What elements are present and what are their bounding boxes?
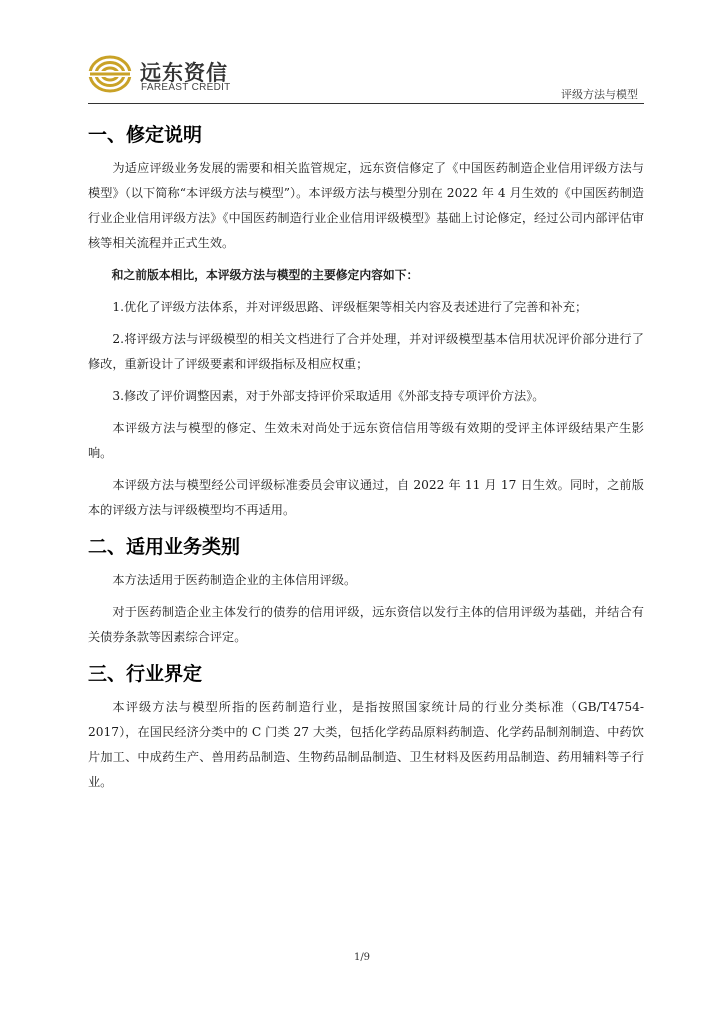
paragraph: 3.修改了评价调整因素，对于外部支持评价采取适用《外部支持专项评价方法》。 <box>112 389 545 403</box>
paragraph: 2.将评级方法与评级模型的相关文档进行了合并处理，并对评级模型基本信用状况评价部分进行了修改，重新设计了评级要素和评级指标及相应权重； <box>88 332 644 371</box>
page-number: 1/9 <box>353 952 371 963</box>
section-heading: 一、修定说明 <box>88 124 203 146</box>
fareast-logo-icon <box>88 54 132 94</box>
page-header <box>88 52 644 102</box>
brand-name-en: FAREAST CREDIT <box>141 82 231 93</box>
document-title: 评级方法与模型 <box>561 88 638 101</box>
paragraph: 本评级方法与模型经公司评级标准委员会审议通过，自 2022 年 11 月 17 日生效。同时，之前版本的评级方法与评级模型均不再适用。 <box>88 478 644 517</box>
brand-name-cn: 远东资信 <box>140 61 228 85</box>
paragraph: 本评级方法与模型所指的医药制造行业，是指按照国家统计局的行业分类标准（GB/T4754-2017），在国民经济分类中的 C 门类 27 大类，包括化学药品原料药制造、化学药品制剂制造、中药饮片加工、中成药生产、兽用药品制造、生物药品制品制造、卫生材料及医药用品制造、药用辅料等子行业。 <box>88 700 644 789</box>
header-divider <box>88 103 644 104</box>
paragraph: 为适应评级业务发展的需要和相关监管规定，远东资信修定了《中国医药制造企业信用评级方法与模型》（以下简称“本评级方法与模型”）。本评级方法与模型分别在 2022 年 4 月生效的《中国医药制造行业企业信用评级方法》《中国医药制造行业企业信用评级模型》基础上讨论修定，经过公司内部评估审核等相关流程并正式生效。 <box>88 161 644 250</box>
paragraph: 本评级方法与模型的修定、生效未对尚处于远东资信信用等级有效期的受评主体评级结果产生影响。 <box>88 421 644 460</box>
section-heading: 三、行业界定 <box>88 663 203 685</box>
paragraph: 对于医药制造企业主体发行的债券的信用评级，远东资信以发行主体的信用评级为基础，并结合有关债券条款等因素综合评定。 <box>88 605 644 644</box>
paragraph: 本方法适用于医药制造企业的主体信用评级。 <box>112 573 357 587</box>
paragraph-bold: 和之前版本相比，本评级方法与模型的主要修定内容如下： <box>111 268 419 282</box>
document-body <box>88 118 644 802</box>
section-heading: 二、适用业务类别 <box>88 536 241 558</box>
paragraph: 1.优化了评级方法体系，并对评级思路、评级框架等相关内容及表述进行了完善和补充； <box>112 300 588 314</box>
